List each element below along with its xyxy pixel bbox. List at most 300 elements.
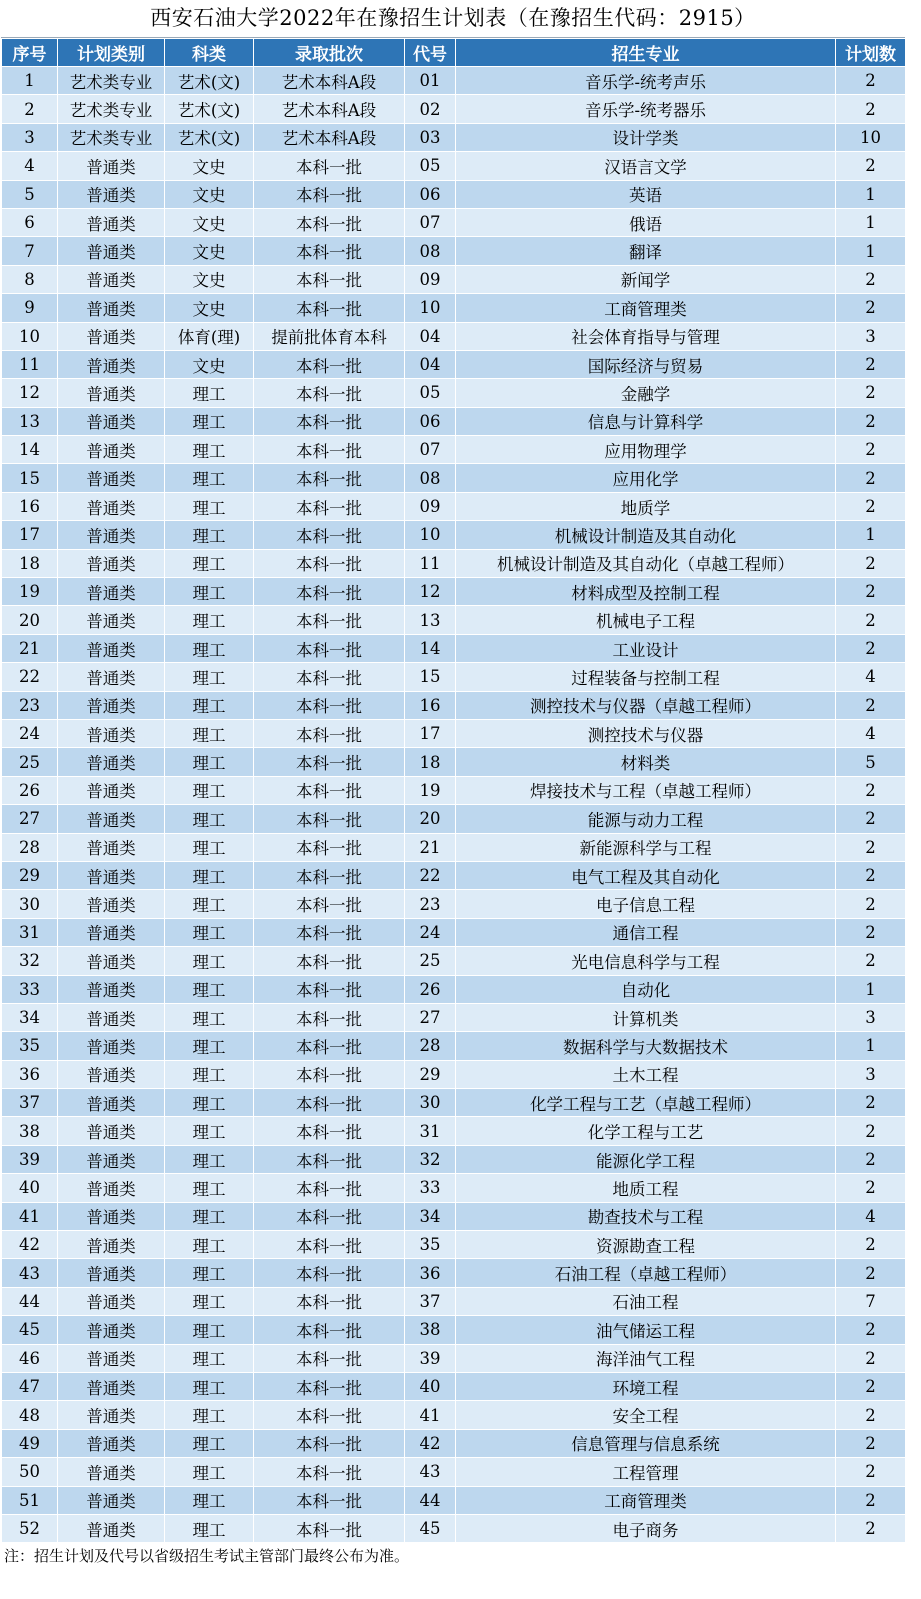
cell-code: 37 <box>405 1287 456 1315</box>
cell-admission-batch: 本科一批 <box>254 1060 405 1088</box>
cell-major: 海洋油气工程 <box>456 1344 836 1372</box>
cell-major: 地质工程 <box>456 1174 836 1202</box>
cell-subject-type: 理工 <box>165 748 254 776</box>
cell-seq: 24 <box>2 719 58 747</box>
cell-plan-category: 普通类 <box>58 1060 165 1088</box>
cell-seq: 38 <box>2 1117 58 1145</box>
cell-plan-count: 2 <box>836 464 906 492</box>
cell-subject-type: 理工 <box>165 634 254 662</box>
cell-plan-count: 1 <box>836 237 906 265</box>
cell-plan-count: 4 <box>836 719 906 747</box>
cell-code: 26 <box>405 975 456 1003</box>
cell-admission-batch: 提前批体育本科 <box>254 322 405 350</box>
cell-plan-category: 普通类 <box>58 776 165 804</box>
cell-major: 石油工程（卓越工程师） <box>456 1259 836 1287</box>
cell-subject-type: 理工 <box>165 1287 254 1315</box>
cell-code: 17 <box>405 719 456 747</box>
cell-plan-count: 2 <box>836 265 906 293</box>
cell-code: 24 <box>405 918 456 946</box>
cell-admission-batch: 本科一批 <box>254 1344 405 1372</box>
cell-plan-category: 普通类 <box>58 237 165 265</box>
cell-code: 03 <box>405 123 456 151</box>
cell-plan-count: 2 <box>836 1344 906 1372</box>
cell-code: 02 <box>405 95 456 123</box>
cell-admission-batch: 本科一批 <box>254 549 405 577</box>
cell-code: 40 <box>405 1372 456 1400</box>
cell-code: 01 <box>405 67 456 95</box>
cell-major: 过程装备与控制工程 <box>456 663 836 691</box>
cell-plan-category: 普通类 <box>58 1287 165 1315</box>
cell-plan-category: 普通类 <box>58 1259 165 1287</box>
cell-major: 光电信息科学与工程 <box>456 947 836 975</box>
cell-plan-category: 普通类 <box>58 1202 165 1230</box>
cell-subject-type: 文史 <box>165 265 254 293</box>
cell-subject-type: 理工 <box>165 663 254 691</box>
cell-code: 23 <box>405 890 456 918</box>
cell-seq: 37 <box>2 1089 58 1117</box>
cell-admission-batch: 艺术本科A段 <box>254 67 405 95</box>
cell-plan-count: 2 <box>836 805 906 833</box>
cell-major: 英语 <box>456 180 836 208</box>
table-row <box>2 436 906 464</box>
cell-subject-type: 理工 <box>165 1429 254 1457</box>
cell-plan-category: 普通类 <box>58 152 165 180</box>
cell-plan-count: 1 <box>836 975 906 1003</box>
cell-admission-batch: 本科一批 <box>254 1259 405 1287</box>
table-row <box>2 67 906 95</box>
cell-plan-count: 2 <box>836 407 906 435</box>
table-row <box>2 1514 906 1542</box>
cell-admission-batch: 本科一批 <box>254 861 405 889</box>
cell-plan-category: 普通类 <box>58 1145 165 1173</box>
cell-seq: 13 <box>2 407 58 435</box>
cell-code: 43 <box>405 1458 456 1486</box>
cell-major: 焊接技术与工程（卓越工程师） <box>456 776 836 804</box>
cell-code: 14 <box>405 634 456 662</box>
cell-major: 能源化学工程 <box>456 1145 836 1173</box>
table-row <box>2 152 906 180</box>
cell-code: 35 <box>405 1231 456 1259</box>
cell-code: 25 <box>405 947 456 975</box>
cell-plan-count: 2 <box>836 95 906 123</box>
cell-code: 41 <box>405 1401 456 1429</box>
cell-major: 音乐学-统考声乐 <box>456 67 836 95</box>
table-row <box>2 1202 906 1230</box>
cell-plan-category: 普通类 <box>58 322 165 350</box>
cell-admission-batch: 本科一批 <box>254 1202 405 1230</box>
cell-code: 45 <box>405 1514 456 1542</box>
cell-seq: 27 <box>2 805 58 833</box>
cell-subject-type: 理工 <box>165 1231 254 1259</box>
cell-plan-count: 2 <box>836 67 906 95</box>
cell-admission-batch: 本科一批 <box>254 1458 405 1486</box>
cell-subject-type: 理工 <box>165 833 254 861</box>
cell-plan-category: 普通类 <box>58 719 165 747</box>
cell-code: 36 <box>405 1259 456 1287</box>
cell-admission-batch: 本科一批 <box>254 890 405 918</box>
cell-subject-type: 理工 <box>165 1060 254 1088</box>
cell-seq: 34 <box>2 1003 58 1031</box>
cell-major: 材料类 <box>456 748 836 776</box>
cell-admission-batch: 本科一批 <box>254 265 405 293</box>
cell-plan-category: 普通类 <box>58 350 165 378</box>
cell-code: 29 <box>405 1060 456 1088</box>
table-row <box>2 180 906 208</box>
cell-plan-category: 普通类 <box>58 634 165 662</box>
table-row <box>2 379 906 407</box>
cell-subject-type: 理工 <box>165 1316 254 1344</box>
cell-plan-category: 艺术类专业 <box>58 67 165 95</box>
cell-code: 19 <box>405 776 456 804</box>
cell-major: 应用物理学 <box>456 436 836 464</box>
cell-subject-type: 理工 <box>165 1003 254 1031</box>
cell-plan-category: 普通类 <box>58 1458 165 1486</box>
cell-admission-batch: 本科一批 <box>254 663 405 691</box>
cell-plan-count: 2 <box>836 890 906 918</box>
cell-plan-count: 2 <box>836 379 906 407</box>
cell-admission-batch: 本科一批 <box>254 776 405 804</box>
table-row <box>2 294 906 322</box>
table-row <box>2 492 906 520</box>
cell-seq: 41 <box>2 1202 58 1230</box>
cell-code: 28 <box>405 1032 456 1060</box>
table-row <box>2 1429 906 1457</box>
cell-major: 应用化学 <box>456 464 836 492</box>
header-subject-type: 科类 <box>165 39 254 67</box>
table-row <box>2 322 906 350</box>
cell-code: 12 <box>405 578 456 606</box>
cell-subject-type: 理工 <box>165 947 254 975</box>
table-row <box>2 833 906 861</box>
cell-seq: 4 <box>2 152 58 180</box>
cell-plan-category: 普通类 <box>58 861 165 889</box>
header-major: 招生专业 <box>456 39 836 67</box>
cell-seq: 22 <box>2 663 58 691</box>
cell-plan-category: 普通类 <box>58 294 165 322</box>
table-row <box>2 237 906 265</box>
cell-seq: 21 <box>2 634 58 662</box>
table-row <box>2 918 906 946</box>
cell-plan-category: 普通类 <box>58 521 165 549</box>
cell-major: 环境工程 <box>456 1372 836 1400</box>
footnote: 注：招生计划及代号以省级招生考试主管部门最终公布为准。 <box>4 1547 410 1566</box>
table-row <box>2 123 906 151</box>
header-code: 代号 <box>405 39 456 67</box>
cell-plan-count: 3 <box>836 1060 906 1088</box>
cell-plan-category: 普通类 <box>58 1514 165 1542</box>
cell-seq: 44 <box>2 1287 58 1315</box>
cell-code: 09 <box>405 492 456 520</box>
cell-subject-type: 文史 <box>165 152 254 180</box>
table-row <box>2 208 906 236</box>
cell-subject-type: 文史 <box>165 237 254 265</box>
cell-major: 通信工程 <box>456 918 836 946</box>
cell-seq: 23 <box>2 691 58 719</box>
cell-plan-count: 2 <box>836 1174 906 1202</box>
cell-admission-batch: 本科一批 <box>254 1287 405 1315</box>
cell-seq: 43 <box>2 1259 58 1287</box>
cell-seq: 25 <box>2 748 58 776</box>
cell-plan-count: 2 <box>836 1401 906 1429</box>
cell-seq: 6 <box>2 208 58 236</box>
cell-plan-category: 普通类 <box>58 208 165 236</box>
cell-seq: 39 <box>2 1145 58 1173</box>
cell-plan-count: 2 <box>836 1316 906 1344</box>
cell-admission-batch: 本科一批 <box>254 152 405 180</box>
cell-seq: 10 <box>2 322 58 350</box>
cell-subject-type: 理工 <box>165 1344 254 1372</box>
cell-major: 测控技术与仪器（卓越工程师） <box>456 691 836 719</box>
cell-subject-type: 理工 <box>165 1174 254 1202</box>
cell-subject-type: 理工 <box>165 379 254 407</box>
cell-plan-count: 5 <box>836 748 906 776</box>
cell-plan-count: 4 <box>836 1202 906 1230</box>
cell-plan-category: 普通类 <box>58 1003 165 1031</box>
cell-major: 自动化 <box>456 975 836 1003</box>
cell-seq: 16 <box>2 492 58 520</box>
header-plan-category: 计划类别 <box>58 39 165 67</box>
cell-seq: 49 <box>2 1429 58 1457</box>
cell-seq: 30 <box>2 890 58 918</box>
cell-plan-count: 1 <box>836 208 906 236</box>
cell-code: 39 <box>405 1344 456 1372</box>
cell-subject-type: 理工 <box>165 776 254 804</box>
cell-major: 电气工程及其自动化 <box>456 861 836 889</box>
cell-subject-type: 艺术(文) <box>165 123 254 151</box>
cell-plan-category: 普通类 <box>58 748 165 776</box>
cell-plan-category: 普通类 <box>58 1401 165 1429</box>
cell-admission-batch: 本科一批 <box>254 208 405 236</box>
cell-major: 新闻学 <box>456 265 836 293</box>
cell-admission-batch: 本科一批 <box>254 1117 405 1145</box>
cell-code: 06 <box>405 180 456 208</box>
admission-plan-table <box>1 38 906 1543</box>
cell-admission-batch: 本科一批 <box>254 1231 405 1259</box>
cell-major: 金融学 <box>456 379 836 407</box>
table-row <box>2 861 906 889</box>
cell-code: 10 <box>405 294 456 322</box>
cell-major: 安全工程 <box>456 1401 836 1429</box>
cell-subject-type: 理工 <box>165 890 254 918</box>
cell-major: 石油工程 <box>456 1287 836 1315</box>
cell-major: 机械设计制造及其自动化 <box>456 521 836 549</box>
cell-subject-type: 理工 <box>165 464 254 492</box>
cell-plan-category: 普通类 <box>58 1372 165 1400</box>
header-seq: 序号 <box>2 39 58 67</box>
cell-subject-type: 理工 <box>165 606 254 634</box>
table-row <box>2 95 906 123</box>
table-row <box>2 464 906 492</box>
table-row <box>2 1145 906 1173</box>
cell-admission-batch: 艺术本科A段 <box>254 123 405 151</box>
cell-major: 工商管理类 <box>456 294 836 322</box>
cell-major: 电子商务 <box>456 1514 836 1542</box>
cell-admission-batch: 本科一批 <box>254 294 405 322</box>
table-row <box>2 1259 906 1287</box>
cell-plan-count: 2 <box>836 1117 906 1145</box>
cell-code: 27 <box>405 1003 456 1031</box>
cell-seq: 1 <box>2 67 58 95</box>
cell-seq: 32 <box>2 947 58 975</box>
page-title: 西安石油大学2022年在豫招生计划表（在豫招生代码：2915） <box>1 0 905 38</box>
cell-subject-type: 理工 <box>165 436 254 464</box>
table-row <box>2 663 906 691</box>
cell-plan-count: 2 <box>836 152 906 180</box>
cell-admission-batch: 本科一批 <box>254 1174 405 1202</box>
cell-major: 资源勘查工程 <box>456 1231 836 1259</box>
cell-plan-count: 2 <box>836 606 906 634</box>
cell-seq: 36 <box>2 1060 58 1088</box>
cell-plan-count: 2 <box>836 1089 906 1117</box>
cell-admission-batch: 艺术本科A段 <box>254 95 405 123</box>
table-row <box>2 691 906 719</box>
cell-admission-batch: 本科一批 <box>254 691 405 719</box>
table-row <box>2 1231 906 1259</box>
cell-plan-category: 普通类 <box>58 805 165 833</box>
cell-plan-count: 2 <box>836 918 906 946</box>
table-row <box>2 1372 906 1400</box>
cell-admission-batch: 本科一批 <box>254 748 405 776</box>
cell-subject-type: 理工 <box>165 719 254 747</box>
cell-plan-count: 1 <box>836 521 906 549</box>
table-row <box>2 890 906 918</box>
cell-plan-count: 2 <box>836 350 906 378</box>
cell-admission-batch: 本科一批 <box>254 1032 405 1060</box>
cell-plan-count: 2 <box>836 861 906 889</box>
cell-plan-count: 2 <box>836 492 906 520</box>
cell-plan-category: 普通类 <box>58 1089 165 1117</box>
cell-plan-category: 艺术类专业 <box>58 95 165 123</box>
table-row <box>2 748 906 776</box>
cell-seq: 12 <box>2 379 58 407</box>
cell-major: 土木工程 <box>456 1060 836 1088</box>
cell-subject-type: 理工 <box>165 861 254 889</box>
cell-seq: 40 <box>2 1174 58 1202</box>
cell-code: 18 <box>405 748 456 776</box>
cell-admission-batch: 本科一批 <box>254 1514 405 1542</box>
cell-plan-count: 7 <box>836 1287 906 1315</box>
cell-admission-batch: 本科一批 <box>254 407 405 435</box>
cell-subject-type: 文史 <box>165 350 254 378</box>
table-row <box>2 1458 906 1486</box>
table-row <box>2 975 906 1003</box>
cell-seq: 8 <box>2 265 58 293</box>
cell-code: 42 <box>405 1429 456 1457</box>
cell-subject-type: 理工 <box>165 918 254 946</box>
cell-seq: 11 <box>2 350 58 378</box>
cell-seq: 52 <box>2 1514 58 1542</box>
table-row <box>2 719 906 747</box>
cell-major: 信息管理与信息系统 <box>456 1429 836 1457</box>
cell-subject-type: 理工 <box>165 407 254 435</box>
cell-admission-batch: 本科一批 <box>254 1145 405 1173</box>
cell-code: 21 <box>405 833 456 861</box>
cell-plan-category: 普通类 <box>58 947 165 975</box>
cell-code: 44 <box>405 1486 456 1514</box>
table-row <box>2 606 906 634</box>
cell-plan-count: 2 <box>836 1429 906 1457</box>
cell-major: 汉语言文学 <box>456 152 836 180</box>
cell-subject-type: 文史 <box>165 208 254 236</box>
cell-plan-category: 普通类 <box>58 1316 165 1344</box>
cell-code: 06 <box>405 407 456 435</box>
cell-plan-count: 4 <box>836 663 906 691</box>
cell-code: 33 <box>405 1174 456 1202</box>
cell-plan-category: 普通类 <box>58 606 165 634</box>
cell-major: 油气储运工程 <box>456 1316 836 1344</box>
cell-plan-count: 2 <box>836 1514 906 1542</box>
cell-admission-batch: 本科一批 <box>254 606 405 634</box>
cell-plan-count: 2 <box>836 1372 906 1400</box>
cell-major: 机械设计制造及其自动化（卓越工程师） <box>456 549 836 577</box>
cell-seq: 19 <box>2 578 58 606</box>
cell-seq: 48 <box>2 1401 58 1429</box>
cell-admission-batch: 本科一批 <box>254 464 405 492</box>
cell-plan-category: 普通类 <box>58 1174 165 1202</box>
cell-code: 34 <box>405 1202 456 1230</box>
cell-code: 32 <box>405 1145 456 1173</box>
table-row <box>2 1401 906 1429</box>
cell-code: 38 <box>405 1316 456 1344</box>
cell-plan-count: 1 <box>836 180 906 208</box>
cell-code: 30 <box>405 1089 456 1117</box>
cell-admission-batch: 本科一批 <box>254 1316 405 1344</box>
cell-major: 社会体育指导与管理 <box>456 322 836 350</box>
cell-plan-count: 2 <box>836 947 906 975</box>
cell-major: 翻译 <box>456 237 836 265</box>
cell-code: 13 <box>405 606 456 634</box>
cell-subject-type: 理工 <box>165 1486 254 1514</box>
cell-major: 机械电子工程 <box>456 606 836 634</box>
table-row <box>2 549 906 577</box>
cell-plan-category: 普通类 <box>58 1117 165 1145</box>
cell-major: 工程管理 <box>456 1458 836 1486</box>
cell-plan-category: 普通类 <box>58 1032 165 1060</box>
cell-code: 08 <box>405 237 456 265</box>
cell-admission-batch: 本科一批 <box>254 975 405 1003</box>
cell-subject-type: 理工 <box>165 549 254 577</box>
cell-code: 31 <box>405 1117 456 1145</box>
cell-plan-count: 3 <box>836 1003 906 1031</box>
cell-code: 16 <box>405 691 456 719</box>
cell-admission-batch: 本科一批 <box>254 578 405 606</box>
table-row <box>2 776 906 804</box>
cell-major: 材料成型及控制工程 <box>456 578 836 606</box>
cell-code: 11 <box>405 549 456 577</box>
cell-subject-type: 理工 <box>165 1458 254 1486</box>
cell-admission-batch: 本科一批 <box>254 379 405 407</box>
cell-code: 20 <box>405 805 456 833</box>
cell-major: 俄语 <box>456 208 836 236</box>
cell-plan-category: 普通类 <box>58 918 165 946</box>
table-row <box>2 521 906 549</box>
table-row <box>2 1174 906 1202</box>
cell-plan-category: 普通类 <box>58 663 165 691</box>
cell-major: 音乐学-统考器乐 <box>456 95 836 123</box>
cell-plan-category: 普通类 <box>58 407 165 435</box>
cell-plan-count: 10 <box>836 123 906 151</box>
cell-admission-batch: 本科一批 <box>254 719 405 747</box>
header-admission-batch: 录取批次 <box>254 39 405 67</box>
cell-code: 22 <box>405 861 456 889</box>
cell-plan-category: 艺术类专业 <box>58 123 165 151</box>
cell-code: 08 <box>405 464 456 492</box>
table-row <box>2 1032 906 1060</box>
cell-subject-type: 艺术(文) <box>165 67 254 95</box>
cell-admission-batch: 本科一批 <box>254 1429 405 1457</box>
cell-admission-batch: 本科一批 <box>254 805 405 833</box>
cell-plan-count: 2 <box>836 634 906 662</box>
